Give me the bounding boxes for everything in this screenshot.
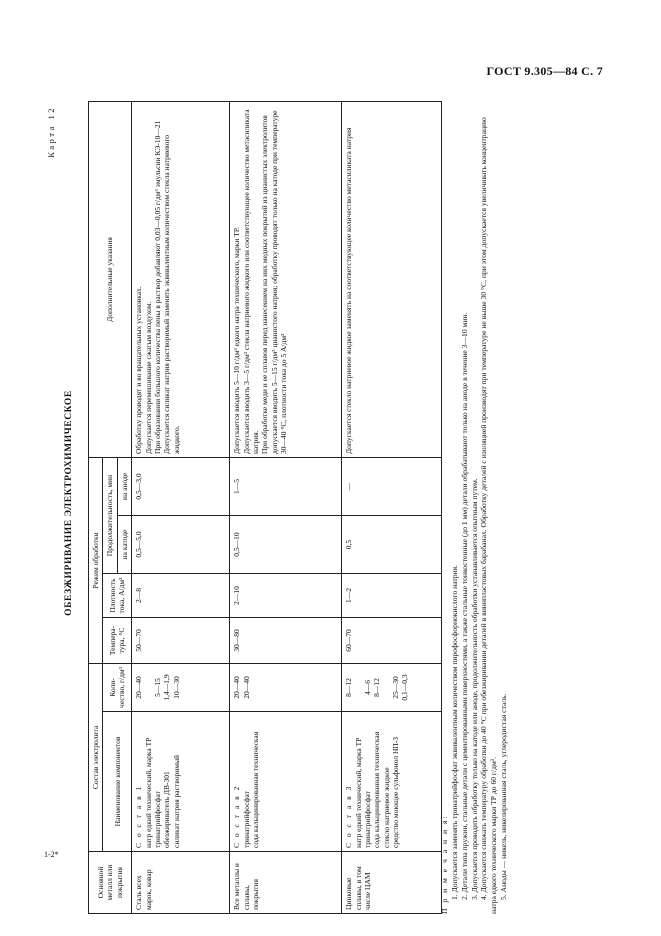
table-row (132, 101, 230, 913)
table-row (342, 101, 442, 913)
notes-heading: П р и м е ч а н и я: (440, 814, 449, 914)
notes-block (440, 102, 509, 914)
page-title: ОБЕЗЖИРИВАНИЕ ЭЛЕКТРОХИМИЧЕСКОЕ (64, 390, 74, 616)
header-sostav: Состав электролита (89, 664, 103, 852)
cell-anode: 0,5—3,0 (132, 457, 230, 515)
cell-cathode: 0,5 (342, 516, 442, 574)
header-density: Плотность тока, А/дм² (103, 574, 132, 618)
cell-qty: 20—40 5—15 1,4—1,9 10—30 (132, 664, 230, 712)
degreasing-table (88, 101, 442, 914)
sostav-label: С о с т а в 1 (134, 784, 144, 848)
component-list: натр едкий технический, марка ТР тринатрийфосфат обезжириватель ДВ-301 силикат натрия растворимый (143, 737, 181, 848)
cell-density: 2—10 (230, 574, 342, 618)
header-metal: Основной металл или покрытия (89, 852, 132, 914)
cell-notes: Обработку проводят и во вращательных установках. Допускается перемешивание сжатым воздухом. При образовании большого количества пены в раствор добавляют 0,03—0,05 г/дм³ эмульсии КЭ-10—21 Допускается силикат натрия растворимый заменять эквивалентным количеством стекла натриевого жидкого. (132, 101, 230, 457)
component-list: натр едкий технический, марка ТР тринатрийфосфат сода кальцинированная техническая стекло натриевое жидкое средство моющее сульфонол НП-3 (353, 731, 400, 848)
header-anode: на аноде (117, 457, 131, 515)
header-cathode: на катоде (117, 516, 131, 574)
cell-components (230, 712, 342, 852)
cell-components (342, 712, 442, 852)
header-qty: Коли-чество, г/дм³ (103, 664, 132, 712)
header-notes: Дополнительные указания (89, 101, 132, 457)
cell-components (132, 712, 230, 852)
document-header: ГОСТ 9.305—84 С. 7 (486, 64, 603, 78)
cell-density: 1—2 (342, 574, 442, 618)
sostav-label: С о с т а в 2 (232, 784, 242, 848)
component-list: тринатрийфосфат сода кальцинированная техническая (241, 731, 260, 848)
cell-anode: — (342, 457, 442, 515)
table-row (230, 101, 342, 913)
header-name: Наименование компонентов (103, 712, 132, 852)
cell-qty: 8—12 4—6 8—12 25—30 0,1—0,3 (342, 664, 442, 712)
cell-cathode: 0,5—5,0 (132, 516, 230, 574)
note-item: 1. Допускается заменять тринатрийфосфат эквивалентным количеством пирофосфорнокислого натрия. (449, 564, 459, 900)
note-item: 3. Допускается проводить обработку только на катоде или аноде, продолжительность обработки устанавливается опытным путем. (469, 478, 479, 900)
cell-cathode: 0,5—10 (230, 516, 342, 574)
note-item: 4. Допускается снижать температуру обработки до 40 °С при обезжиривании деталей в винипластовых барабанах. Обработку деталей с изоляцией производят при температуре не выше 30 °С, при этом допускается увеличивать концентрацию натра едкого технического марки ТР до 60 г/дм³. (479, 117, 499, 914)
cell-metal: Все металлы и сплавы, покрытия (230, 852, 342, 914)
rotated-page-content (48, 88, 608, 918)
cell-temp: 30—80 (230, 618, 342, 664)
cell-density: 2—8 (132, 574, 230, 618)
card-number: Карта 12 (46, 106, 56, 158)
cell-metal: Сталь всех марок, ковар (132, 852, 230, 914)
header-temp: Темпера-тура, °С (103, 618, 132, 664)
header-duration: Продолжительность, мин (103, 457, 117, 573)
cell-qty: 20—40 20—40 (230, 664, 342, 712)
sostav-label: С о с т а в 3 (344, 784, 354, 848)
cell-notes: Допускается стекло натриевое жидкое заменять на соответствующее количество метасиликата натрия (342, 101, 442, 457)
cell-temp: 50—70 (132, 618, 230, 664)
cell-metal: Цинковые сплавы, в том числе ЦАМ (342, 852, 442, 914)
cell-notes: Допускается вводить 5—10 г/дм³ едкого натра технического, марки ТР. Допускается вводить 3—5 г/дм³ стекла натриевого жидкого или соответствующее количество метасиликата натрия. При обработке меди и ее сплавов перед нанесением на них медных покрытий из цианистых электролитов допускается вводить 5—15 г/дм³ цианистого натрия; обработку проводят только на катоде при температуре 30—40 °С, плотности тока до 5 А/дм² (230, 101, 342, 457)
page-mark: 1-2* (44, 850, 59, 859)
note-item: 2. Детали типа пружин, стальные детали с цементированными поверхностями, а также стальные тонкостенные (до 1 мм) детали обрабатывают только на аноде в течение 3—10 мин. (459, 312, 469, 900)
cell-anode: 1—5 (230, 457, 342, 515)
header-rezhim: Режим обработки (89, 457, 103, 663)
cell-temp: 60—70 (342, 618, 442, 664)
note-item: 5. Аноды — никель, никелированная сталь, углеродистая сталь. (499, 693, 509, 900)
